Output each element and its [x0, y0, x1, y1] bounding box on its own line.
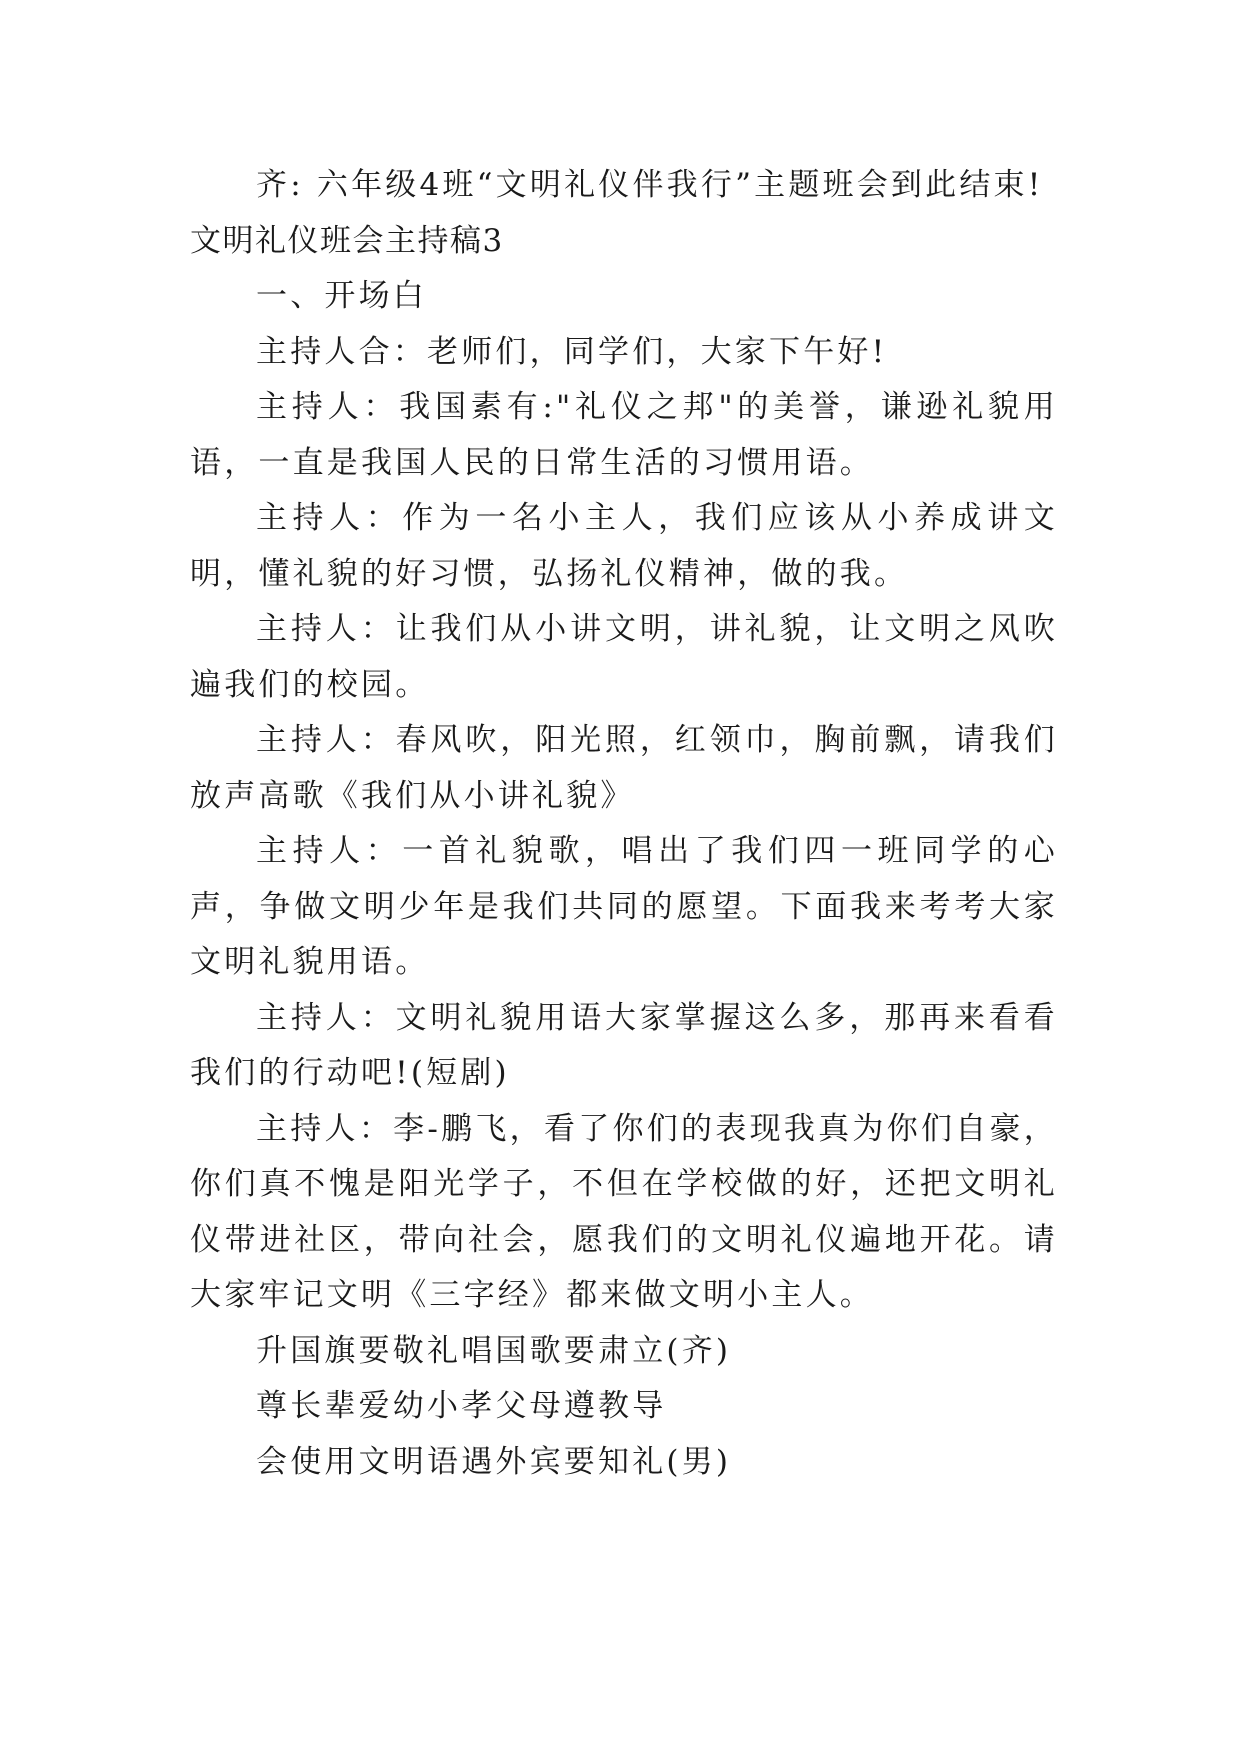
verse-line: 会使用文明语遇外宾要知礼(男) — [256, 1443, 732, 1480]
section-title: 文明礼仪班会主持稿3 — [190, 222, 504, 259]
closing-line: 齐: 六年级4班“文明礼仪伴我行”主题班会到此结束! — [256, 167, 1044, 203]
paragraph: 主持人合：老师们，同学们，大家下午好! — [256, 333, 888, 370]
subheading-opening: 一、开场白 — [256, 278, 427, 314]
paragraph: 主持人：文明礼貌用语大家掌握这么多，那再来看看我们的行动吧!(短剧) — [190, 999, 1058, 1091]
verse-line: 升国旗要敬礼唱国歌要肃立(齐) — [256, 1332, 732, 1369]
paragraph: 主持人：作为一名小主人，我们应该从小养成讲文明，懂礼貌的好习惯，弘扬礼仪精神，做的我。 — [190, 500, 1058, 592]
paragraph: 主持人：让我们从小讲文明，讲礼貌，让文明之风吹遍我们的校园。 — [190, 611, 1058, 703]
paragraph: 主持人：一首礼貌歌，唱出了我们四一班同学的心声，争做文明少年是我们共同的愿望。下面我来考考大家文明礼貌用语。 — [190, 833, 1058, 980]
verse-line: 尊长辈爱幼小孝父母遵教导 — [256, 1388, 667, 1424]
paragraph: 主持人：春风吹，阳光照，红领巾，胸前飘，请我们放声高歌《我们从小讲礼貌》 — [190, 722, 1058, 814]
paragraph: 主持人：我国素有:"礼仪之邦"的美誉，谦逊礼貌用语，一直是我国人民的日常生活的习惯用语。 — [190, 389, 1058, 481]
document-page — [190, 158, 1058, 1490]
paragraph: 主持人：李-鹏飞，看了你们的表现我真为你们自豪，你们真不愧是阳光学子，不但在学校做的好，还把文明礼仪带进社区，带向社会，愿我们的文明礼仪遍地开花。请大家牢记文明《三字经》都来做文明小主人。 — [190, 1110, 1058, 1313]
